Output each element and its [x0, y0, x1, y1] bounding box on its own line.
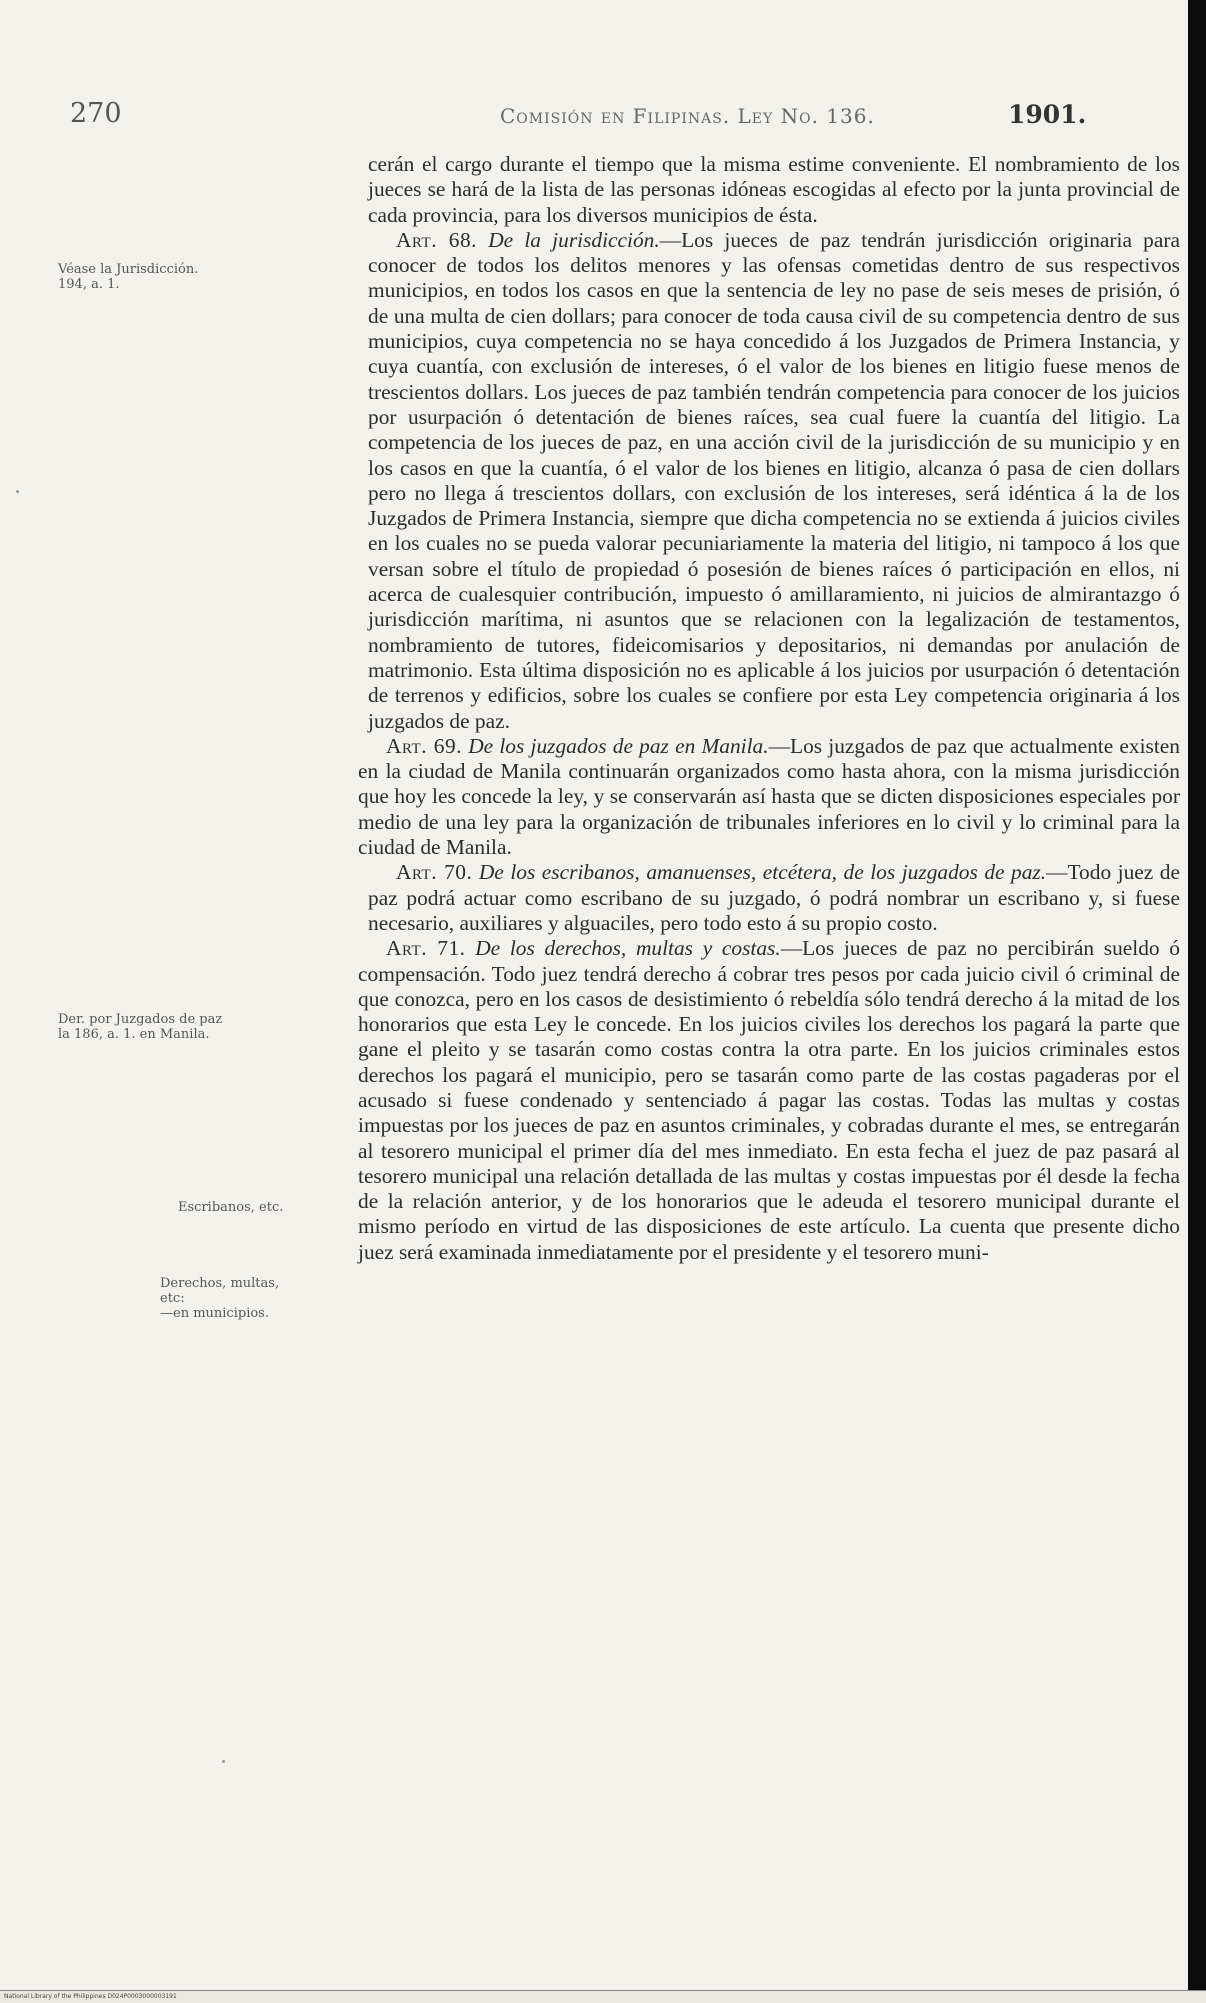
article-71-label: Art. 71. [386, 936, 466, 961]
margin-note-juzgados-manila: Der. por Juzgados de paz la 186, a. 1. en Manila. [58, 1012, 223, 1042]
article-68-text: —Los jueces de paz tendrán jurisdicción originaria para conocer de todos los delitos menores y las ofensas cometidas dentro de sus respectivos municipios, en todos los casos en que la sentencia de ley no pase de seis meses de prisión, ó de una multa de cien dollars; para conocer de toda causa civil de su competencia dentro de sus municipios, cuya competencia no se haya concedido á los Juzgados de Primera Instancia, y cuya cuantía, con exclusión de intereses, ó el valor de los bienes en litigio fuese menos de trescientos dollars. Los jueces de paz también tendrán competencia para conocer de los juicios por usurpación ó detentación de bienes raíces, sea cual fuere la cuantía del litigio. La competencia de los jueces de paz, en una acción civil de la jurisdicción de su municipio y en los casos en que la cuantía, ó el valor de los bienes en litigio, alcanza ó pasa de cien dollars pero no llega á trescientos dollars, con exclusión de los intereses, será idéntica á la de los Juzgados de Primera Instancia, siempre que dicha competencia no se extienda á juicios civiles en los cuales no se pueda valorar pecuniariamente la materia del litigio, ni tampoco á los que versan sobre el título de propiedad ó posesión de bienes raíces ó participación en ellos, ni acerca de cualesquier contribución, impuesto ó amillaramiento, ni juicios de almirantazgo ó jurisdicción marítima, ni asuntos que se relacionen con la legalización de testamentos, nombramiento de tutores, fideicomisarios y depositarios, ni demandas por anulación de matrimonio. Esta última disposición no es aplicable á los juicios por usurpación ó detentación de terrenos y edificios, sobre los cuales se confiere por esta Ley competencia originaria á los juzgados de paz. [368, 227, 1180, 733]
article-69-label: Art. 69. [386, 733, 462, 758]
article-70-label: Art. 70. [396, 860, 473, 885]
article-69-text: —Los juzgados de paz que actualmente existen en la ciudad de Manila continuarán organizados como hasta ahora, con la misma jurisdicción que hoy les concede la ley, y se conservarán así hasta que se dicten disposiciones especiales por medio de una ley para la organización de tribunales inferiores en lo civil y lo criminal para la ciudad de Manila. [358, 733, 1180, 860]
scan-footer: National Library of the Philippines D024P0003000003191 [0, 1990, 1206, 2003]
margin-note-derechos: Derechos, multas, etc: —en municipios. [160, 1276, 280, 1321]
body-text [358, 152, 1180, 1265]
article-71-title: De los derechos, multas y costas. [475, 936, 781, 961]
article-70 [368, 860, 1180, 936]
running-header [60, 98, 1087, 138]
paragraph-continuation: cerán el cargo durante el tiempo que la misma estime conveniente. El nombramiento de los jueces se hará de la lista de las personas idóneas escogidas al efecto por la junta provincial de cada provincia, para los diversos municipios de ésta. [368, 152, 1180, 227]
scan-speck [222, 1760, 225, 1763]
article-70-text: —Todo juez de paz podrá actuar como escribano de su juzgado, ó podrá nombrar un escribano y, si fuese necesario, auxiliares y alguaciles, pero todo esto á su propio costo. [368, 860, 1180, 935]
margin-note-jurisdiccion: Véase la Jurisdicción. 194, a. 1. [58, 262, 199, 292]
article-70-title: De los escribanos, amanuenses, etcétera, de los juzgados de paz. [478, 860, 1047, 885]
page-number: 270 [70, 98, 122, 129]
running-head-title: Comisión en Filipinas. Ley No. 136. [500, 104, 875, 128]
running-head-year: 1901. [1008, 100, 1087, 129]
scan-speck [16, 490, 19, 493]
article-71 [358, 936, 1180, 1265]
article-71-text: —Los jueces de paz no percibirán sueldo ó compensación. Todo juez tendrá derecho á cobrar tres pesos por cada juicio civil ó criminal de que conozca, pero en los casos de desistimiento ó rebeldía sólo tendrá derecho á la mitad de los honorarios que esta Ley le concede. En los juicios civiles los derechos los pagará la parte que gane el pleito y se tasarán como costas contra la otra parte. En los juicios criminales estos derechos los pagará el municipio, pero se tasarán como parte de las costas pagaderas por el acusado si fuese condenado y sentenciado á pagar las costas. Todas las multas y costas impuestas por los jueces de paz en asuntos criminales, y cobradas durante el mes, se entregarán al tesorero municipal el primer día del mes inmediato. En esta fecha el juez de paz pasará al tesorero municipal una relación detallada de las multas y costas impuestas por él desde la fecha de la relación anterior, y de los honorarios que le adeuda el tesorero municipal durante el mismo período en virtud de las disposiciones de este artículo. La cuenta que presente dicho juez será examinada inmediatamente por el presidente y el tesorero muni- [358, 936, 1180, 1264]
article-69 [358, 734, 1180, 860]
article-68 [368, 228, 1180, 734]
article-68-label: Art. 68. [396, 227, 477, 252]
scan-edge [1188, 0, 1206, 2003]
article-68-title: De la jurisdicción. [488, 227, 660, 252]
margin-note-escribanos: Escribanos, etc. [178, 1200, 284, 1215]
article-69-title: De los juzgados de paz en Manila. [468, 733, 769, 758]
